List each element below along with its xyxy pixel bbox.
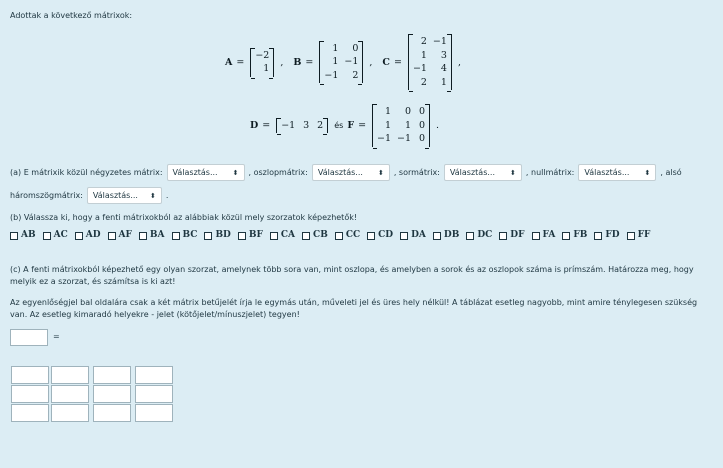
lower-triangular-select[interactable]: Választás... ⬍ xyxy=(87,187,162,204)
select-arrow-icon: ⬍ xyxy=(644,168,651,177)
option-ad[interactable]: AD xyxy=(75,229,101,242)
checkbox[interactable] xyxy=(562,232,570,240)
matrix-d: −1 3 2 xyxy=(276,118,328,134)
result-cell-r1c2[interactable] xyxy=(51,366,89,384)
checkbox[interactable] xyxy=(238,232,246,240)
checkbox[interactable] xyxy=(172,232,180,240)
result-cell-r3c2[interactable] xyxy=(51,404,89,422)
checkbox[interactable] xyxy=(627,232,635,240)
select-arrow-icon: ⬍ xyxy=(377,168,384,177)
option-cb[interactable]: CB xyxy=(302,229,328,242)
product-name-input[interactable] xyxy=(10,329,48,346)
option-ab[interactable]: AB xyxy=(10,229,36,242)
column-matrix-select[interactable]: Választás... ⬍ xyxy=(312,164,390,181)
checkbox[interactable] xyxy=(466,232,474,240)
option-da[interactable]: DA xyxy=(400,229,426,242)
select-arrow-icon: ⬍ xyxy=(232,168,239,177)
option-cd[interactable]: CD xyxy=(367,229,393,242)
checkbox[interactable] xyxy=(302,232,310,240)
checkbox[interactable] xyxy=(499,232,507,240)
checkbox[interactable] xyxy=(139,232,147,240)
result-cell-r3c1[interactable] xyxy=(11,404,49,422)
part-a-text-6: háromszögmátrix: xyxy=(10,191,83,200)
zero-matrix-select[interactable]: Választás... ⬍ xyxy=(578,164,656,181)
option-bd[interactable]: BD xyxy=(204,229,230,242)
checkbox[interactable] xyxy=(532,232,540,240)
matrix-f: 1 0 0 1 1 0 −1 −1 0 xyxy=(372,104,430,147)
matrix-d-label: D xyxy=(250,119,259,131)
matrix-a-label: A xyxy=(225,56,233,68)
option-ba[interactable]: BA xyxy=(139,229,165,242)
square-matrix-select[interactable]: Választás... ⬍ xyxy=(167,164,245,181)
part-a-text-4: , nullmátrix: xyxy=(525,168,575,177)
matrix-c-label: C xyxy=(382,56,390,68)
matrix-f-label: F xyxy=(347,119,355,131)
intro-text: Adottak a következő mátrixok: xyxy=(10,11,133,20)
select-arrow-icon: ⬍ xyxy=(150,191,156,200)
option-dc[interactable]: DC xyxy=(466,229,492,242)
result-cell-r2c4[interactable] xyxy=(135,385,173,403)
matrix-c: 2 −1 1 3 −1 4 2 1 xyxy=(408,34,452,90)
result-cell-r3c3[interactable] xyxy=(93,404,131,422)
and-word: és xyxy=(334,120,344,130)
checkbox[interactable] xyxy=(43,232,51,240)
equals-sign: = xyxy=(53,332,60,341)
option-ca[interactable]: CA xyxy=(270,229,295,242)
checkbox[interactable] xyxy=(75,232,83,240)
part-c-text-1: (c) A fenti mátrixokból képezhető egy olyan szorzat, amelynek több sora van, mint oszlopa, és amelyben a sorok és az oszlopok száma is prímszám. Határozza meg, hogy melyik ez a szorzat, és számítsa is ki azt! xyxy=(10,265,694,286)
checkbox[interactable] xyxy=(400,232,408,240)
product-options xyxy=(10,229,710,242)
option-ff[interactable]: FF xyxy=(627,229,651,242)
checkbox[interactable] xyxy=(594,232,602,240)
part-c-text-2: Az egyenlőségjel bal oldalára csak a két mátrix betűjelét írja le egymás után, műveleti jel és üres hely nélkül! A táblázat esetleg nagyobb, mint amire ténylegesen szükség van. Az esetleg kimaradó helyekre - jelet (kötőjelet/mínuszjelet) tegyen! xyxy=(10,298,698,319)
checkbox[interactable] xyxy=(367,232,375,240)
result-cell-r1c4[interactable] xyxy=(135,366,173,384)
part-a-line-2 xyxy=(10,187,168,204)
checkbox[interactable] xyxy=(433,232,441,240)
part-a-text-7: . xyxy=(165,191,169,200)
part-a-line-1 xyxy=(10,164,682,181)
matrix-row-df: D = −1 3 2 és F = 1 0 0 1 1 0 −1 −1 0 . xyxy=(250,104,443,147)
option-ac[interactable]: AC xyxy=(43,229,68,242)
option-fa[interactable]: FA xyxy=(532,229,556,242)
row-matrix-select[interactable]: Választás... ⬍ xyxy=(444,164,522,181)
option-bf[interactable]: BF xyxy=(238,229,263,242)
result-cell-r2c1[interactable] xyxy=(11,385,49,403)
option-fb[interactable]: FB xyxy=(562,229,587,242)
checkbox[interactable] xyxy=(10,232,18,240)
matrix-b-label: B xyxy=(293,56,302,68)
matrix-a: −2 1 xyxy=(250,48,274,77)
result-cell-r1c3[interactable] xyxy=(93,366,131,384)
checkbox[interactable] xyxy=(204,232,212,240)
option-df[interactable]: DF xyxy=(499,229,524,242)
matrix-b: 1 0 1 −1 −1 2 xyxy=(319,41,363,84)
checkbox[interactable] xyxy=(108,232,116,240)
option-db[interactable]: DB xyxy=(433,229,459,242)
option-bc[interactable]: BC xyxy=(172,229,198,242)
result-cell-r2c3[interactable] xyxy=(93,385,131,403)
result-cell-r1c1[interactable] xyxy=(11,366,49,384)
result-cell-r3c4[interactable] xyxy=(135,404,173,422)
part-a-text-3: , sormátrix: xyxy=(393,168,440,177)
part-a-text-1: (a) E mátrixik közül négyzetes mátrix: xyxy=(10,168,163,177)
checkbox[interactable] xyxy=(270,232,278,240)
result-cell-r2c2[interactable] xyxy=(51,385,89,403)
part-a-text-2: , oszlopmátrix: xyxy=(248,168,308,177)
matrix-row-abc: A = −2 1 , B = 1 0 1 −1 −1 2 , C = 2 −1 1 3 −1 4 2 1 , xyxy=(225,34,465,90)
checkbox[interactable] xyxy=(335,232,343,240)
part-b-text: (b) Válassza ki, hogy a fenti mátrixokból az alábbiak közül mely szorzatok képezhetők! xyxy=(10,213,358,222)
option-cc[interactable]: CC xyxy=(335,229,360,242)
part-a-text-5: , alsó xyxy=(660,168,682,177)
option-af[interactable]: AF xyxy=(108,229,132,242)
select-arrow-icon: ⬍ xyxy=(510,168,516,177)
option-fd[interactable]: FD xyxy=(594,229,619,242)
